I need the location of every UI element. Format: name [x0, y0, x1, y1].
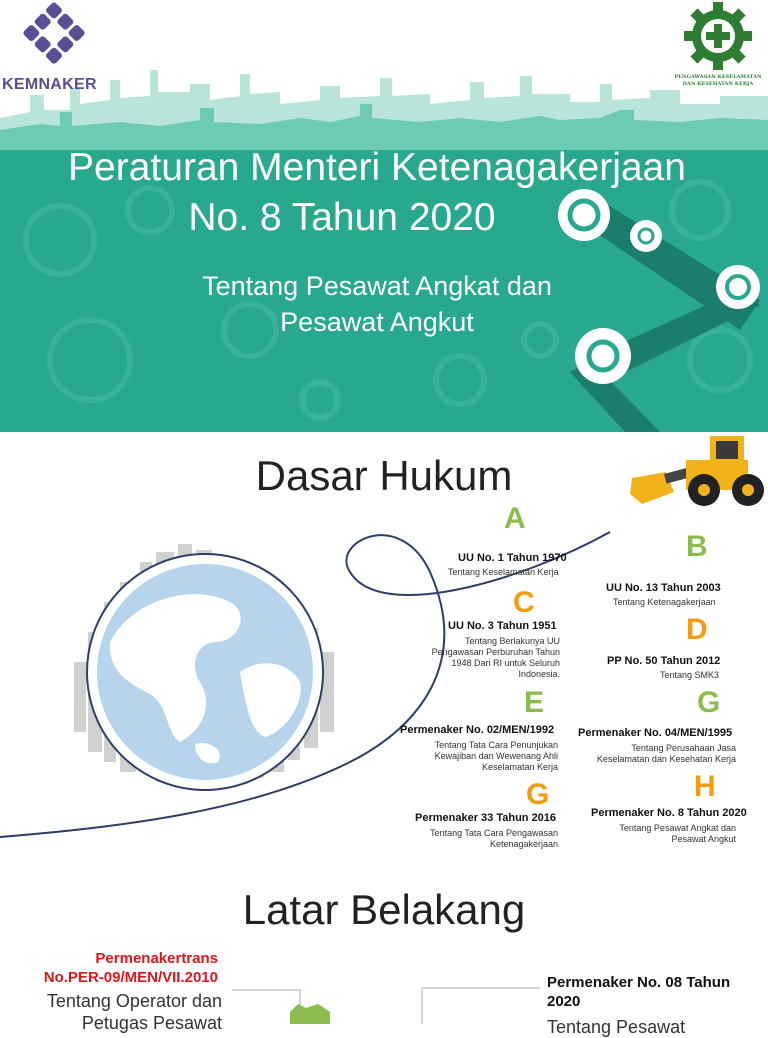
latar-left-title-line2: No.PER-09/MEN/VII.2010 — [43, 969, 218, 986]
law-g2-desc — [400, 828, 558, 850]
latar-left-desc-line1: Tentang Operator dan — [46, 991, 222, 1011]
page-title — [0, 143, 754, 243]
law-h-desc-line: Tentang Pesawat Angkat dan — [619, 823, 736, 833]
letter-h: H — [694, 770, 716, 803]
law-g1-desc-line: Tentang Perusahaan Jasa — [631, 743, 736, 753]
law-g1-desc-line: Keselamatan dan Kesehatan Kerja — [596, 754, 736, 764]
letter-c: C — [513, 586, 535, 619]
law-a-desc: Tentang Keselamatan Kerja — [448, 567, 559, 577]
globe-icon — [74, 544, 334, 790]
letter-a: A — [504, 502, 526, 535]
law-b-title: UU No. 13 Tahun 2003 — [606, 582, 721, 594]
law-c-desc — [410, 636, 560, 680]
law-g1-title: Permenaker No. 04/MEN/1995 — [578, 727, 733, 739]
hero-banner — [0, 0, 768, 432]
law-e-desc-line: Keselamatan Kerja — [481, 762, 558, 772]
letter-b: B — [686, 530, 708, 563]
law-e-desc-line: Tentang Tata Cara Penunjukan — [434, 740, 558, 750]
latar-belakang-title: Latar Belakang — [242, 886, 526, 933]
law-b-desc: Tentang Ketenagakerjaan — [613, 597, 716, 607]
latar-left-desc — [10, 990, 222, 1034]
latar-right-title-line2: 2020 — [547, 993, 581, 1010]
law-h-desc-line: Pesawat Angkut — [671, 834, 736, 844]
law-g2-title: Permenaker 33 Tahun 2016 — [415, 812, 557, 824]
k3-logo-text-line1: PENGAWASAN KESELAMATAN — [674, 74, 762, 80]
law-d-desc: Tentang SMK3 — [660, 670, 720, 680]
latar-left-title-line1: Permenakertrans — [95, 950, 218, 967]
k3-logo-text — [668, 74, 768, 88]
kemnaker-logo-text: KEMNAKER — [2, 76, 97, 93]
law-a-title: UU No. 1 Tahun 1970 — [458, 552, 567, 564]
letter-e: E — [524, 686, 545, 719]
page-subtitle-line2: Pesawat Angkut — [280, 307, 474, 337]
latar-right-title — [547, 973, 767, 1011]
k3-logo-text-line2: DAN KESEHATAN KERJA — [682, 81, 754, 87]
page-title-line1: Peraturan Menteri Ketenagakerjaan — [68, 146, 686, 189]
law-c-desc-line: 1948 Dari RI untuk Seluruh — [451, 658, 560, 668]
law-c-desc-line: Pengawasan Perburuhan Tahun — [431, 647, 560, 657]
law-e-title: Permenaker No. 02/MEN/1992 — [400, 724, 555, 736]
law-h-desc — [580, 823, 736, 845]
dasar-hukum-title: Dasar Hukum — [255, 452, 513, 499]
law-h-title: Permenaker No. 8 Tahun 2020 — [591, 807, 747, 819]
law-d-title: PP No. 50 Tahun 2012 — [607, 655, 721, 667]
law-c-desc-line: Tentang Berlakunya UU — [464, 636, 560, 646]
latar-right-desc: Tentang Pesawat — [547, 1017, 686, 1037]
letter-d: D — [686, 613, 708, 646]
letter-g-right: G — [697, 686, 721, 719]
page-subtitle — [0, 268, 754, 340]
law-c-title: UU No. 3 Tahun 1951 — [448, 620, 557, 632]
law-g1-desc — [580, 743, 736, 765]
law-e-desc — [400, 740, 558, 773]
law-e-desc-line: Kewajiban dan Wewenang Ahli — [434, 751, 558, 761]
law-g2-desc-line: Ketenagakerjaan — [489, 839, 558, 849]
latar-right-title-line1: Permenaker No. 08 Tahun — [547, 974, 731, 991]
latar-left-desc-line2: Petugas Pesawat — [81, 1013, 222, 1033]
letter-g-left: G — [526, 778, 550, 811]
page-title-line2: No. 8 Tahun 2020 — [188, 196, 496, 239]
page-subtitle-line1: Tentang Pesawat Angkat dan — [202, 271, 552, 301]
law-c-desc-line: Indonesia. — [518, 669, 560, 679]
latar-left-title — [20, 949, 218, 987]
law-g2-desc-line: Tentang Tata Cara Pengawasan — [430, 828, 558, 838]
